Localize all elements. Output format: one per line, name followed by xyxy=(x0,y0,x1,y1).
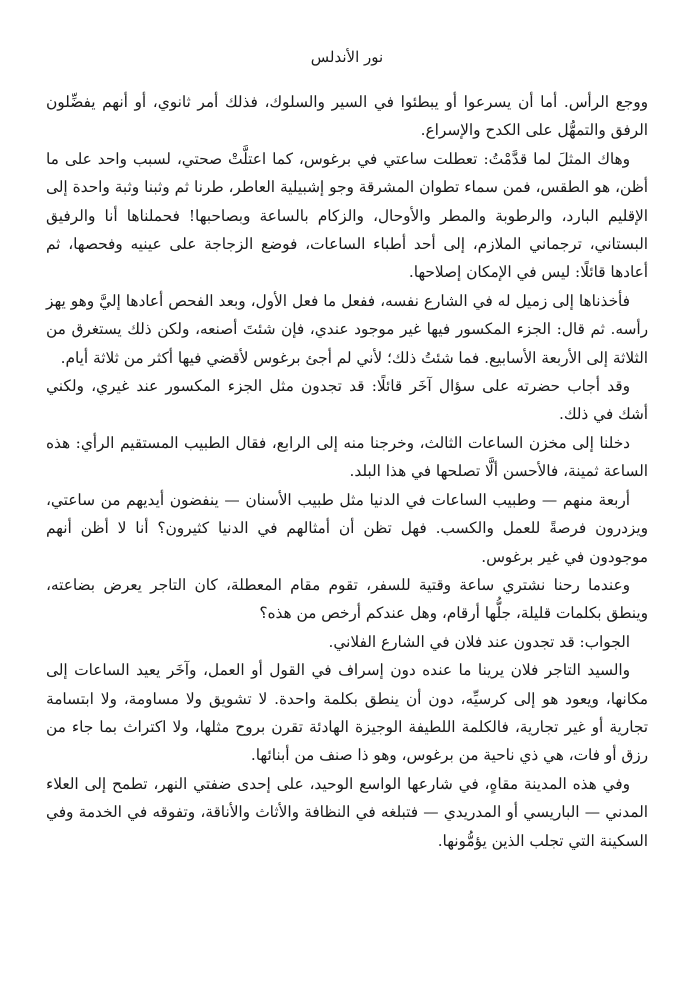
body-text xyxy=(46,88,648,855)
paragraph: ووجع الرأس. أما أن يسرعوا أو يبطئوا في السير والسلوك، فذلك أمر ثانوي، أو أنهم يفضِّلون الرفق والتمهُّل على الكدح والإسراع. xyxy=(46,93,648,140)
paragraph: والسيد التاجر فلان يرينا ما عنده دون إسراف في القول أو العمل، وآخَر يعيد الساعات إلى مكانها، ويعود هو إلى كرسيِّه، دون أن ينطق بكلمة واحدة. لا تشويق ولا مساومة، ولا ابتسامة تجارية أو غير تجارية، فالكلمة اللطيفة الوجيزة الهادئة تقرن بروح مثلها، ولا اكتراث بما جاء من رزق أو فات، هي ذي ناحية من برغوس، وهو ذا صنف من أبنائها. xyxy=(46,661,648,765)
paragraph: وقد أجاب حضرته على سؤال آخَر قائلًا: قد تجدون مثل الجزء المكسور عند غيري، ولكني أشك في ذلك. xyxy=(46,377,648,424)
paragraph: أربعة منهم — وطبيب الساعات في الدنيا مثل طبيب الأسنان — ينفضون أيديهم من ساعتي، ويزدرون فرصةً للعمل والكسب. فهل تظن أن أمثالهم في الدنيا كثيرون؟ أنا لا أظن أنهم موجودون في غير برغوس. xyxy=(46,490,648,566)
paragraph: فأخذناها إلى زميل له في الشارع نفسه، ففعل ما فعل الأول، وبعد الفحص أعادها إليَّ وهو يهز رأسه. ثم قال: الجزء المكسور فيها غير موجود عندي، فإن شئتَ أصنعه، ولكن ذلك يستغرق من الثلاثة إلى الأربعة الأسابيع. فما شئتُ ذلك؛ لأني لم أجئ برغوس لأقضي فيها أكثر من ثلاثة أيام. xyxy=(46,291,648,367)
paragraph: وفي هذه المدينة مقاهٍ، في شارعها الواسع الوحيد، على إحدى ضفتي النهر، تطمح إلى العلاء المدني — الباريسي أو المدريدي — فتبلغه في النظافة والأثاث والأناقة، وتفوقه في الخدمة وفي السكينة التي تجلب الذين يؤمُّونها. xyxy=(46,774,648,850)
running-header: نور الأندلس xyxy=(310,48,384,66)
paragraph: الجواب: قد تجدون عند فلان في الشارع الفلاني. xyxy=(328,632,630,651)
paragraph: دخلنا إلى مخزن الساعات الثالث، وخرجنا منه إلى الرابع، فقال الطبيب المستقيم الرأي: هذه الساعة ثمينة، فالأحسن ألَّا تصلحها في هذا البلد. xyxy=(46,433,648,481)
paragraph: وهاك المثلَ لما قدَّمْتُ: تعطلت ساعتي في برغوس، كما اعتلَّتْ صحتي، لسبب واحد على ما أظن، هو الطقس، فمن سماء تطوان المشرقة وجو إشبيلية العاطر، طرنا ثم وثبنا وثبة واحدة إلى الإقليم البارد، والرطوبة والمطر والأوحال، والزكام بالساعة وبصاحبها! فحملناها أنا والرفيق البستاني، ترجماني الملازم، إلى أحد أطباء الساعات، فوضع الزجاجة على عينيه وفحصها، ثم أعادها قائلًا: ليس في الإمكان إصلاحها. xyxy=(46,149,648,282)
paragraph: وعندما رحنا نشتري ساعة وقتية للسفر، تقوم مقام المعطلة، كان التاجر يعرض بضاعته، وينطق بكلمات قليلة، جلُّها أرقام، وهل عندكم أرخص من هذه؟ xyxy=(46,575,648,623)
